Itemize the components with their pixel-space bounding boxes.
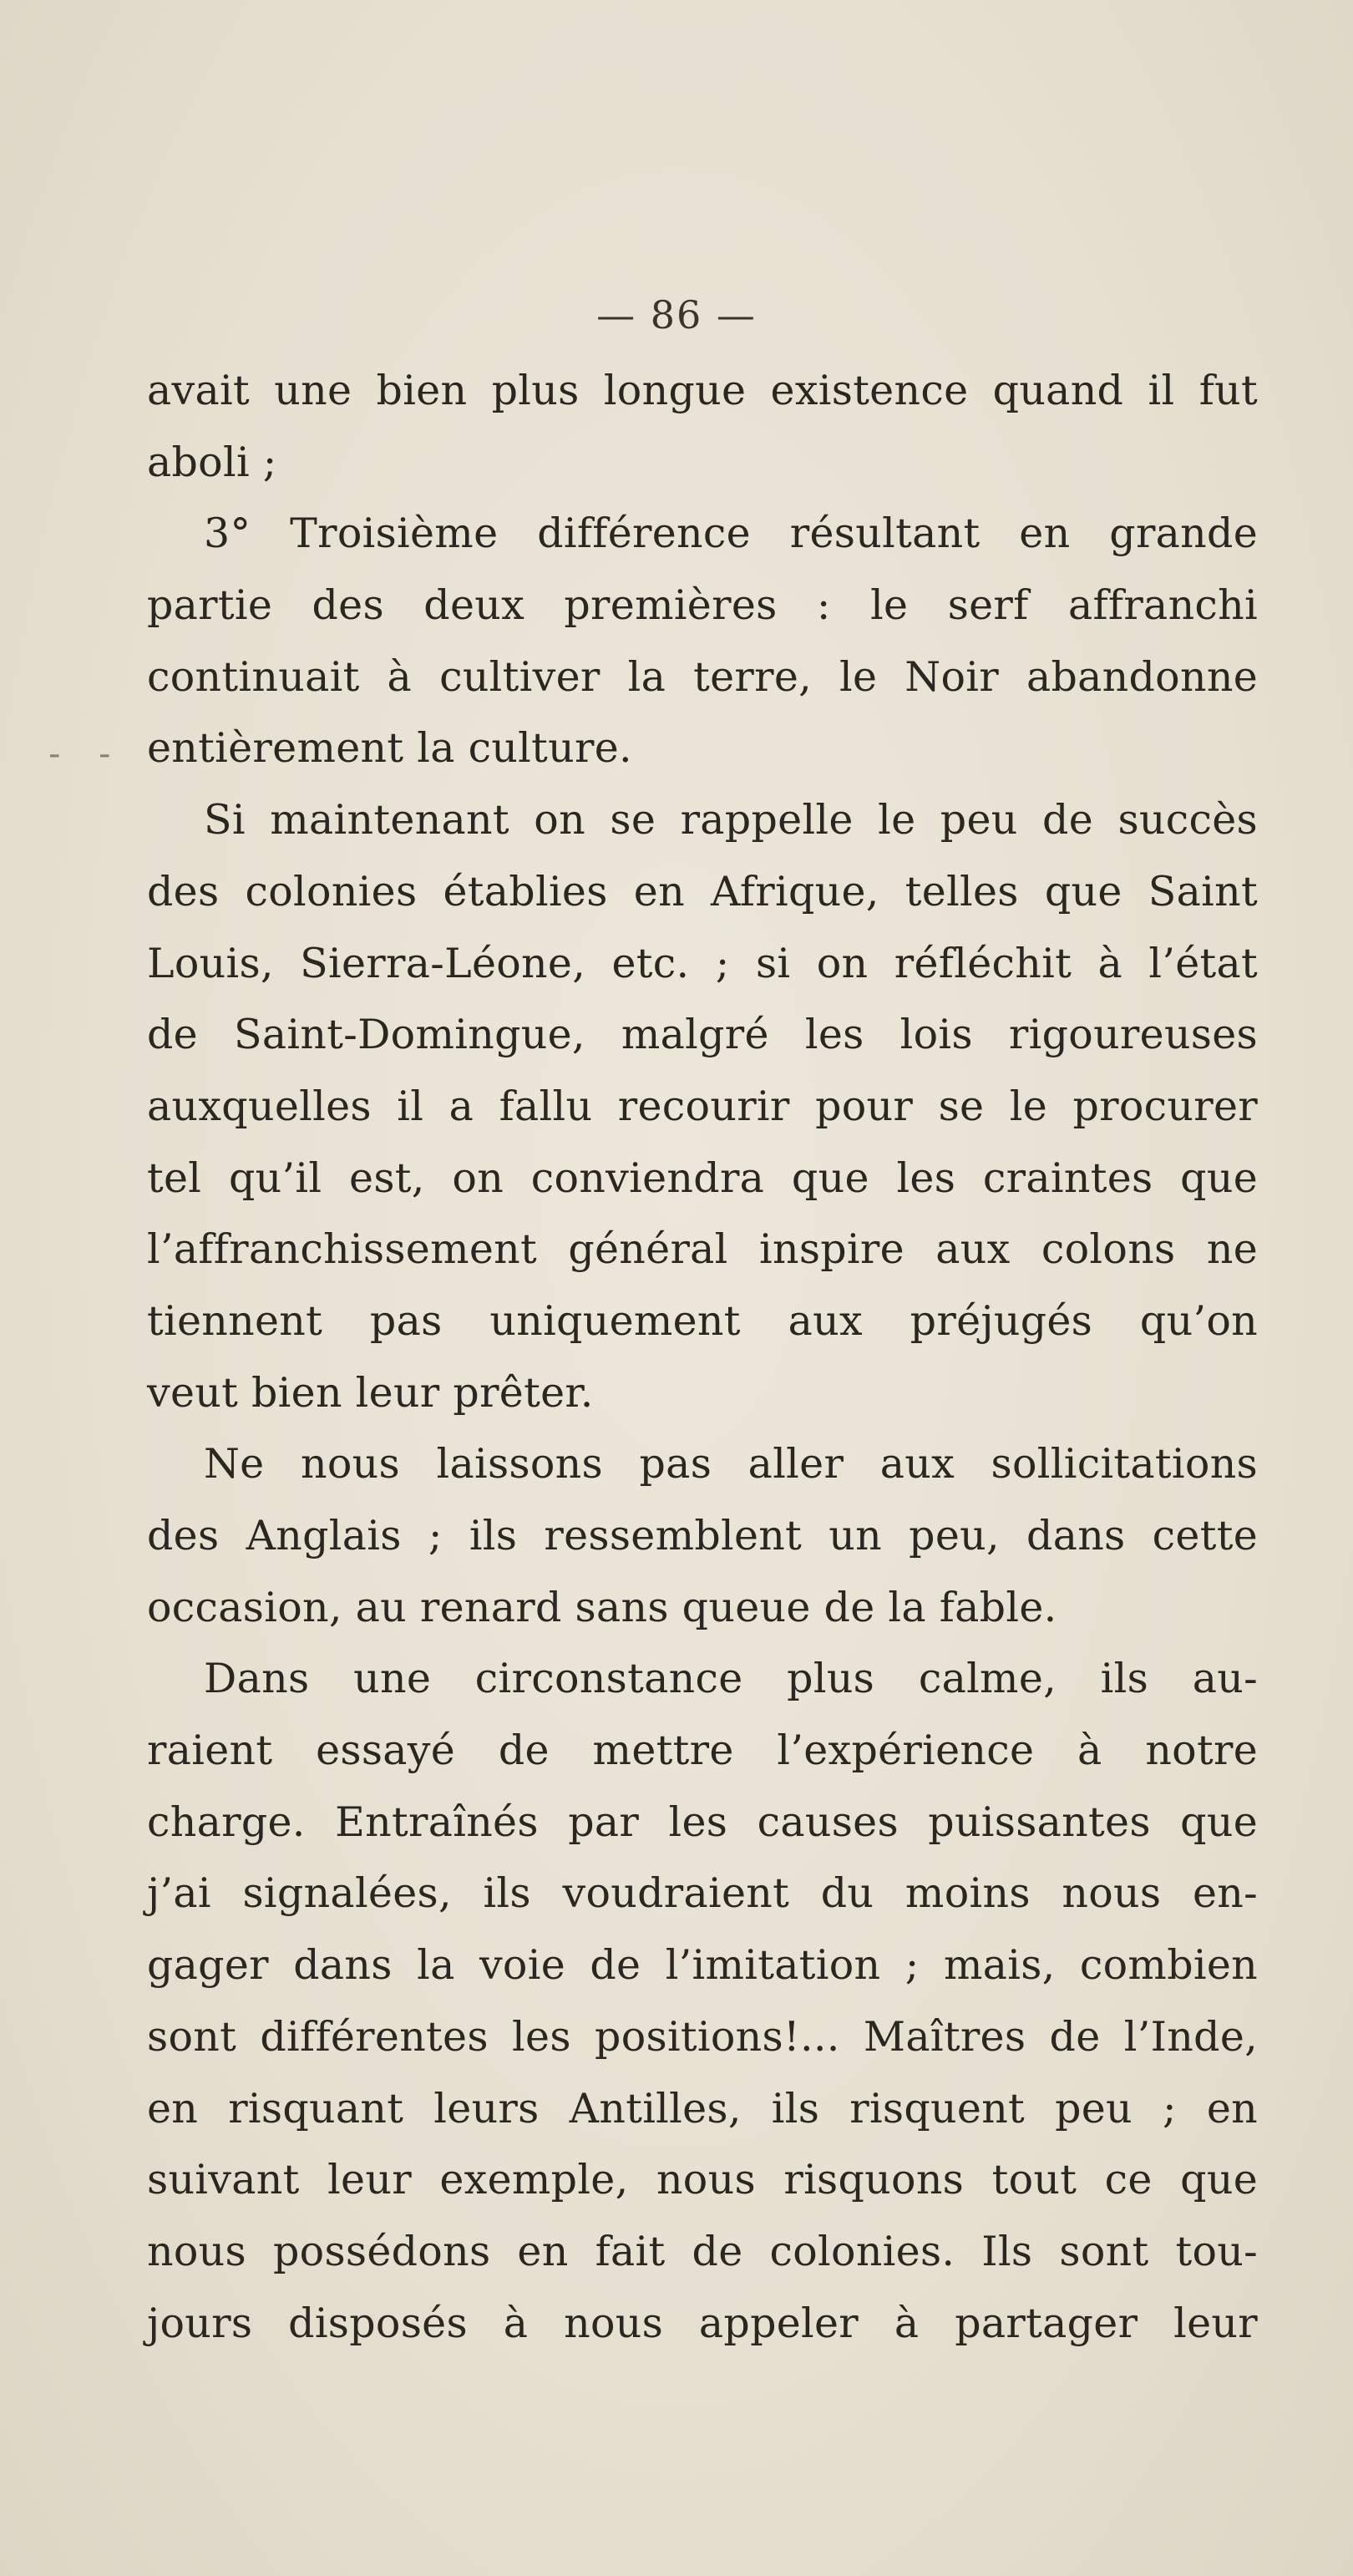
text-line: occasion, au renard sans queue de la fable. [147, 1583, 1057, 1631]
text-line: raient essayé de mettre l’expérience à notre [147, 1727, 1258, 1775]
text-line: avait une bien plus longue existence quand il fut [147, 367, 1258, 414]
text-line: 3° Troisième différence résultant en grande [204, 510, 1258, 558]
text-line: l’affranchissement général inspire aux colons ne [147, 1225, 1258, 1274]
text-line: tiennent pas uniquement aux préjugés qu’on [147, 1296, 1258, 1345]
text-line: des Anglais ; ils ressemblent un peu, dans cette [147, 1512, 1258, 1559]
text-line: Dans une circonstance plus calme, ils au- [204, 1655, 1258, 1703]
text-line: nous possédons en fait de colonies. Ils sont tou- [147, 2227, 1258, 2275]
text-line: tel qu’il est, on conviendra que les craintes que [147, 1154, 1258, 1202]
text-line: entièrement la culture. [147, 724, 632, 773]
margin-dash-mark: - [48, 735, 61, 773]
text-line: en risquant leurs Antilles, ils risquent peu ; en [147, 2084, 1258, 2132]
text-line: continuait à cultiver la terre, le Noir abandonne [147, 652, 1258, 701]
text-line: Si maintenant on se rappelle le peu de succès [204, 796, 1258, 844]
text-line: auxquelles il a fallu recourir pour se le procurer [147, 1082, 1258, 1130]
text-line: Louis, Sierra-Léone, etc. ; si on réfléchit à l’état [147, 939, 1258, 987]
text-line: de Saint-Domingue, malgré les lois rigoureuses [147, 1011, 1258, 1059]
text-line: veut bien leur prêter. [147, 1368, 594, 1417]
text-line: jours disposés à nous appeler à partager leur [147, 2299, 1258, 2347]
text-line: sont différentes les positions!... Maîtres de l’Inde, [147, 2012, 1258, 2061]
text-line: Ne nous laissons pas aller aux sollicitations [204, 1440, 1258, 1488]
text-line: suivant leur exemple, nous risquons tout ce que [147, 2156, 1258, 2204]
page-number: — 86 — [596, 292, 757, 337]
body-text [147, 355, 1258, 2359]
text-line: gager dans la voie de l’imitation ; mais, combien [147, 1941, 1258, 1990]
text-line: des colonies établies en Afrique, telles que Saint [147, 867, 1258, 915]
text-line: charge. Entraînés par les causes puissantes que [147, 1798, 1258, 1846]
text-line: partie des deux premières : le serf affranchi [147, 581, 1258, 630]
margin-dash-mark: - [99, 735, 111, 773]
text-line: aboli ; [147, 438, 277, 486]
text-line: j’ai signalées, ils voudraient du moins nous en- [147, 1869, 1258, 1918]
